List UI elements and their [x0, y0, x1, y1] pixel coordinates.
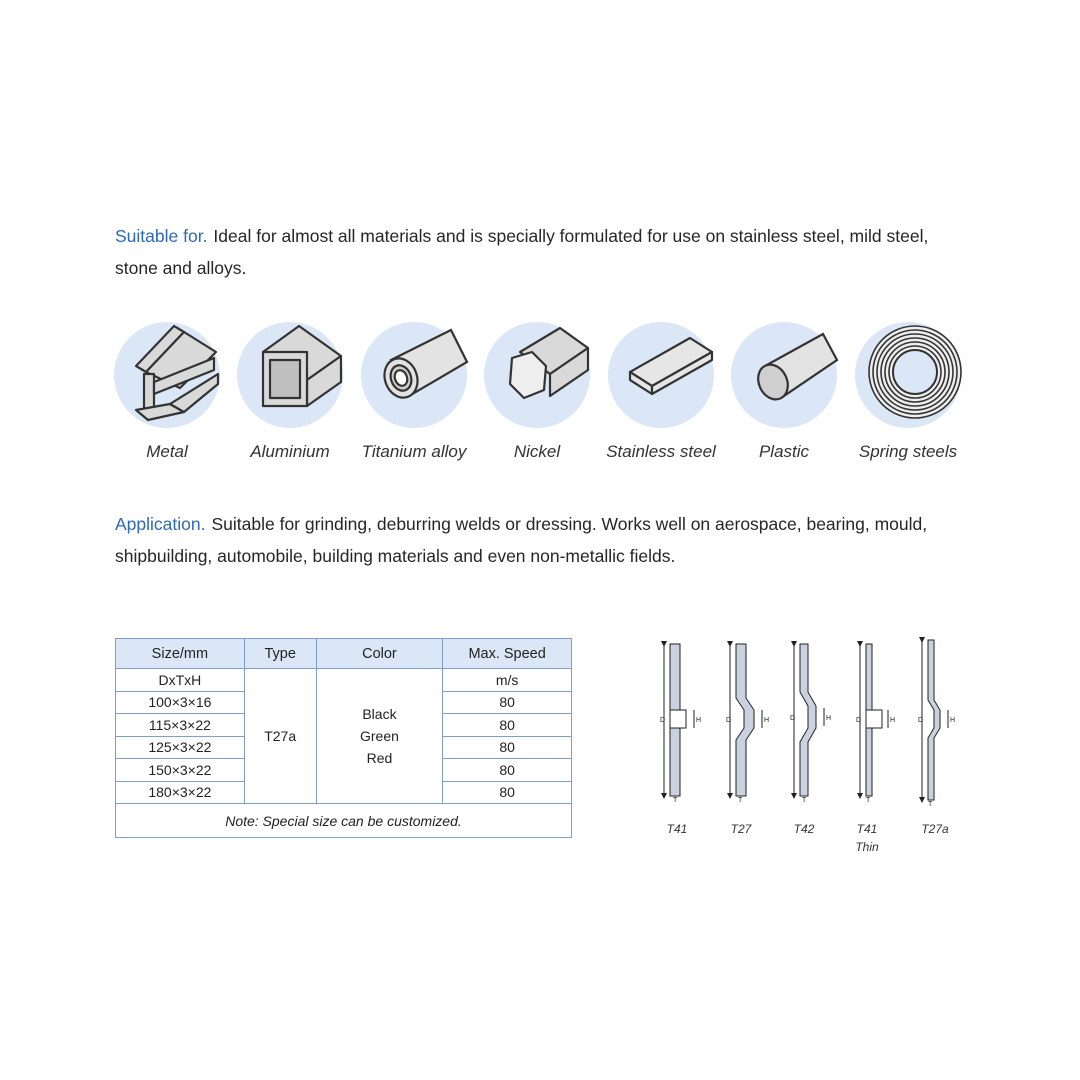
wheel-profiles [640, 630, 980, 870]
dim-label-h: H [890, 717, 896, 724]
round-bar-icon [731, 322, 837, 428]
profile-label: T42 [793, 822, 815, 836]
spec-table [115, 638, 572, 838]
header-size: Size/mm [116, 639, 245, 669]
dim-label-t: T [738, 797, 743, 804]
profiles-diagram [640, 630, 980, 820]
dim-label-d: D [856, 717, 862, 724]
material-label: Spring steels [858, 442, 958, 461]
material-stainless [606, 322, 716, 462]
size-sub-header: DxTxH [116, 669, 245, 692]
material-spring-steels [853, 322, 963, 462]
table-note: Note: Special size can be customized. [116, 804, 572, 838]
color-value: Black [362, 706, 397, 722]
table-row [116, 669, 572, 692]
header-type: Type [244, 639, 316, 669]
profile-label: T27 [730, 822, 752, 836]
speed-cell: 80 [443, 781, 572, 804]
material-plastic [729, 322, 839, 462]
header-color: Color [316, 639, 443, 669]
dim-label-d: D [790, 715, 796, 722]
profile-label: T41 [666, 822, 688, 836]
profile-t42 [794, 644, 824, 796]
hex-bar-icon [484, 322, 590, 428]
size-cell: 150×3×22 [116, 759, 245, 782]
material-nickel [482, 322, 592, 462]
size-cell: 115×3×22 [116, 714, 245, 737]
material-titanium [359, 322, 469, 462]
pipe-icon [361, 322, 467, 428]
square-tube-icon [237, 322, 343, 428]
suitable-for-lead: Suitable for. [115, 226, 208, 246]
profile-t41 [664, 644, 694, 796]
speed-cell: 80 [443, 759, 572, 782]
material-metal [112, 322, 222, 462]
color-value: Green [359, 728, 399, 744]
dim-label-d: D [918, 717, 924, 724]
color-cell [316, 669, 443, 804]
speed-sub-header: m/s [443, 669, 572, 692]
table-note-row [116, 804, 572, 838]
dim-label-t: T [866, 797, 871, 804]
profile-t27a [922, 640, 948, 800]
material-label: Titanium alloy [361, 442, 467, 461]
profile-t27 [730, 644, 762, 796]
material-label: Nickel [513, 442, 561, 461]
profile-t41-thin [860, 644, 888, 796]
dim-label-t: T [928, 801, 933, 808]
profile-label: T27a [921, 822, 949, 836]
material-aluminium [235, 322, 345, 462]
dim-label-h: H [764, 717, 770, 724]
application-paragraph [115, 508, 975, 572]
speed-cell: 80 [443, 714, 572, 737]
material-label: Stainless steel [606, 442, 716, 461]
dim-label-d: D [660, 717, 666, 724]
materials-row [112, 322, 972, 492]
size-cell: 125×3×22 [116, 736, 245, 759]
flat-bar-icon [608, 322, 714, 428]
color-value: Red [366, 750, 393, 766]
material-label: Metal [146, 442, 188, 461]
dim-label-h: H [826, 715, 832, 722]
speed-cell: 80 [443, 691, 572, 714]
header-speed: Max. Speed [443, 639, 572, 669]
dim-label-h: H [696, 717, 702, 724]
coil-icon [855, 322, 961, 428]
material-label: Plastic [758, 442, 810, 461]
size-cell: 100×3×16 [116, 691, 245, 714]
dim-label-d: D [726, 717, 732, 724]
application-lead: Application. [115, 514, 206, 534]
suitable-for-paragraph [115, 220, 975, 284]
dim-label-t: T [673, 797, 678, 804]
material-label: Aluminium [250, 442, 330, 461]
i-beam-icon [114, 322, 220, 428]
speed-cell: 80 [443, 736, 572, 759]
suitable-for-text: Ideal for almost all materials and is specially formulated for use on stainless steel, mild steel, stone and alloys. [115, 226, 929, 278]
application-text: Suitable for grinding, deburring welds or dressing. Works well on aerospace, bearing, mould, shipbuilding, automobile, building materials and even non-metallic fields. [115, 514, 928, 566]
profile-label: T41 Thin [855, 822, 879, 854]
dim-label-t: T [802, 797, 807, 804]
type-cell: T27a [244, 669, 316, 804]
size-cell: 180×3×22 [116, 781, 245, 804]
dim-label-h: H [950, 717, 956, 724]
table-header-row [116, 639, 572, 669]
